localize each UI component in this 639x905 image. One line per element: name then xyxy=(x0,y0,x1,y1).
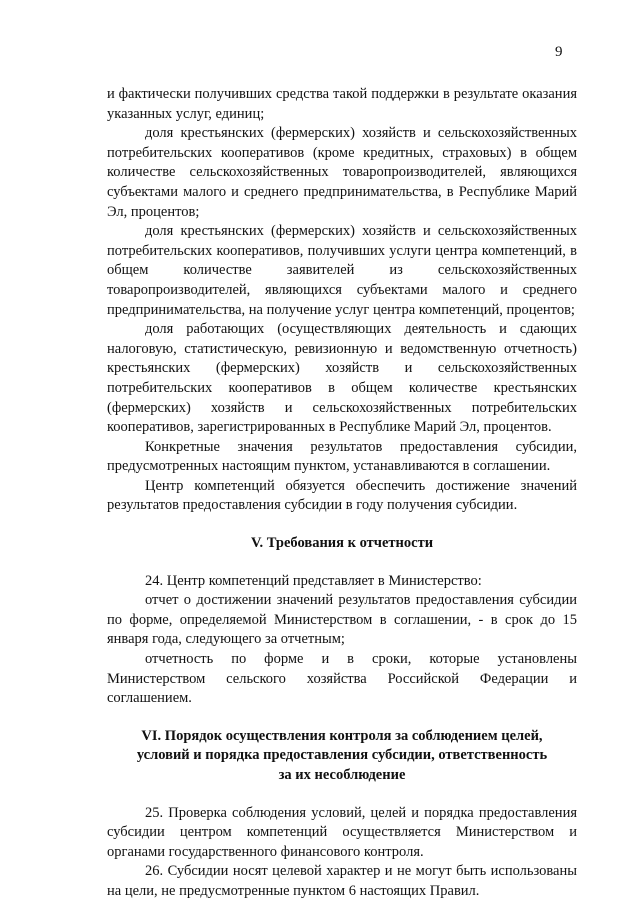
paragraph-25: 25. Проверка соблюдения условий, целей и порядка предоставления субсидии центром компетенций осуществляется Министерством и органами государственного финансового контроля. xyxy=(107,804,577,860)
paragraph-24-report: отчет о достижении значений результатов предоставления субсидии по форме, определяемой Министерством в соглашении, - в срок до 15 января года, следующего за отчетным; xyxy=(107,592,577,648)
section-6-title-line-3: за их несоблюдение xyxy=(278,767,406,783)
paragraph-indicator-share-served: доля крестьянских (фермерских) хозяйств и сельскохозяйственных потребительских кооперативов, получивших услуги центра компетенций, в общем количестве заявителей из сельскохозяйственных товаропроизводителей, являющихся субъектами малого и среднего предпринимательства, на получение услуг центра компетенций, процентов; xyxy=(107,223,577,318)
section-6-title xyxy=(107,727,577,786)
paragraph-indicator-share-working: доля работающих (осуществляющих деятельность и сдающих налоговую, статистическую, ревизионную и ведомственную отчетность) крестьянских (фермерских) хозяйств и сельскохозяйственных потребительских кооперативов в общем количестве крестьянских (фермерских) хозяйств и сельскохозяйственных потребительских кооперативов, зарегистрированных в Республике Марий Эл, процентов. xyxy=(107,321,577,436)
paragraph-26: 26. Субсидии носят целевой характер и не могут быть использованы на цели, не предусмотренные пунктом 6 настоящих Правил. xyxy=(107,863,577,899)
section-6-title-line-2: условий и порядка предоставления субсидии, ответственность xyxy=(136,747,548,764)
paragraph-continuation: и фактически получивших средства такой поддержки в результате оказания указанных услуг, единиц; xyxy=(107,86,577,122)
paragraph-24-reporting: отчетность по форме и в сроки, которые установлены Министерством сельского хозяйства Российской Федерации и соглашением. xyxy=(107,651,577,707)
section-5-title: V. Требования к отчетности xyxy=(250,535,434,552)
paragraph-24: 24. Центр компетенций представляет в Министерство: xyxy=(145,572,482,589)
section-6-title-line-1: VI. Порядок осуществления контроля за соблюдением целей, xyxy=(141,727,543,744)
document-body xyxy=(107,85,577,902)
paragraph-indicator-share-farms: доля крестьянских (фермерских) хозяйств и сельскохозяйственных потребительских кооперативов (кроме кредитных, страховых) в общем количестве сельскохозяйственных товаропроизводителей, являющихся субъектами малого и среднего предпринимательства, в Республике Марий Эл, процентов; xyxy=(107,125,577,220)
paragraph-center-obligation: Центр компетенций обязуется обеспечить достижение значений результатов предоставления субсидии в году получения субсидии. xyxy=(107,477,577,514)
paragraph-specific-values: Конкретные значения результатов предоставления субсидии, предусмотренных настоящим пунктом, устанавливаются в соглашении. xyxy=(107,438,577,475)
page-number: 9 xyxy=(555,44,563,60)
